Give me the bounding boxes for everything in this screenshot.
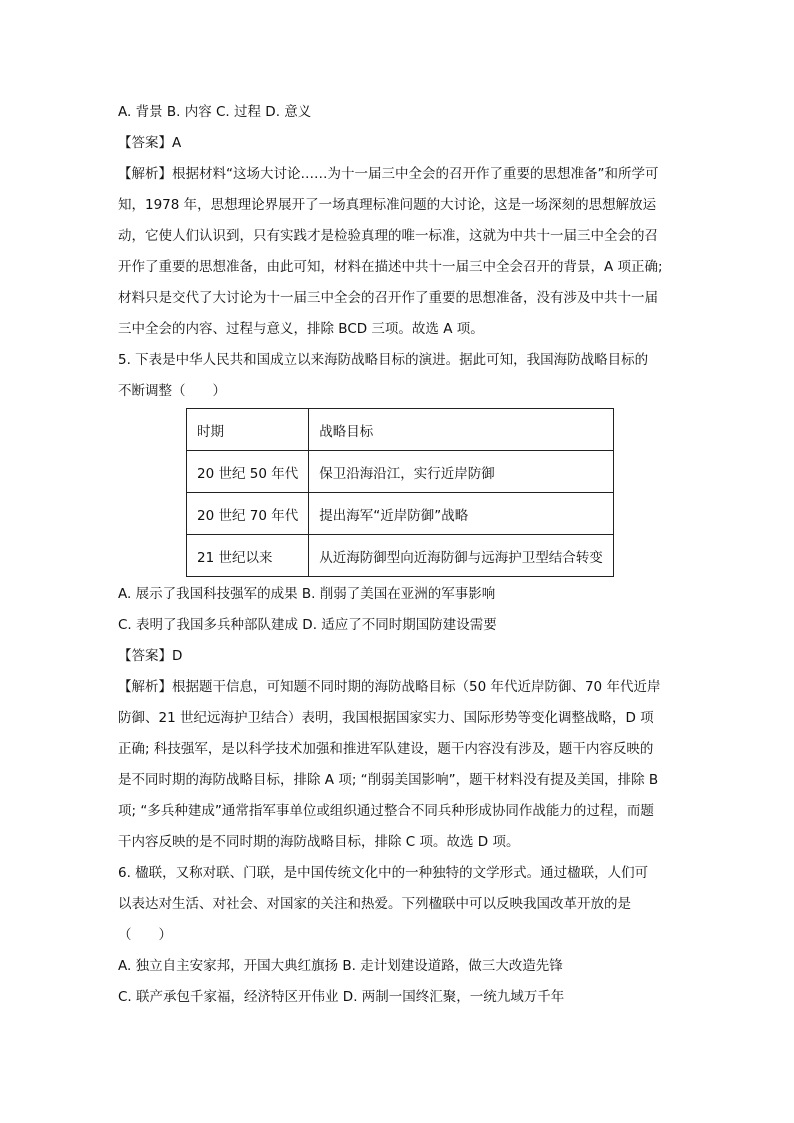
q4-analysis-line: 动，它使人们认识到，只有实践才是检验真理的唯一标准，这就为中共十一届三中全会的召	[118, 228, 658, 244]
table-header-row	[187, 409, 614, 451]
q6-option-line: A. 独立自主安家邦，开国大典红旗扬 B. 走计划建设道路，做三大改造先锋	[118, 958, 563, 974]
q5-analysis-line: 干内容反映的是不同时期的海防战略目标，排除 C 项。故选 D 项。	[118, 834, 520, 850]
table-cell: 提出海军“近岸防御”战略	[309, 493, 614, 535]
q6-stem-line: （ ）	[118, 927, 172, 943]
table-row	[187, 493, 614, 535]
q4-analysis-line: 三中全会的内容、过程与意义，排除 BCD 三项。故选 A 项。	[118, 321, 484, 337]
q5-analysis-line: 项; “多兵种建成”通常指军事单位或组织通过整合不同兵种形成协同作战能力的过程，而题	[118, 803, 654, 819]
q5-analysis-line: 【解析】根据题干信息，可知题不同时期的海防战略目标（50 年代近岸防御、70 年代近岸	[118, 679, 661, 695]
q5-analysis-line: 是不同时期的海防战略目标，排除 A 项; “削弱美国影响”，题干材料没有提及美国，排除 B	[118, 772, 659, 788]
q6-stem-line: 6. 楹联，又称对联、门联，是中国传统文化中的一种独特的文学形式。通过楹联，人们可	[118, 865, 649, 881]
table-row	[187, 535, 614, 577]
q5-analysis-line: 防御、21 世纪远海护卫结合）表明，我国根据国家实力、国际形势等变化调整战略，D 项	[118, 710, 654, 726]
table-cell: 20 世纪 50 年代	[187, 451, 309, 493]
q4-options: A. 背景 B. 内容 C. 过程 D. 意义	[118, 104, 312, 120]
q4-analysis-line: 【解析】根据材料“这场大讨论……为十一届三中全会的召开作了重要的思想准备”和所学可	[118, 166, 659, 182]
table-cell: 从近海防御型向近海防御与远海护卫型结合转变	[309, 535, 614, 577]
q4-analysis-line: 知，1978 年，思想理论界展开了一场真理标准问题的大讨论，这是一场深刻的思想解放运	[118, 197, 657, 213]
q5-option-line: C. 表明了我国多兵种部队建成 D. 适应了不同时期国防建设需要	[118, 617, 497, 633]
table-row	[187, 451, 614, 493]
q4-analysis-line: 开作了重要的思想准备，由此可知，材料在描述中共十一届三中全会召开的背景，A 项正确;	[118, 259, 663, 275]
q5-option-line: A. 展示了我国科技强军的成果 B. 削弱了美国在亚洲的军事影响	[118, 586, 496, 602]
table-header-cell: 时期	[187, 409, 309, 451]
table-cell: 20 世纪 70 年代	[187, 493, 309, 535]
q6-option-line: C. 联产承包千家福，经济特区开伟业 D. 两制一国终汇聚，一统九域万千年	[118, 989, 565, 1005]
q5-analysis-line: 正确; 科技强军，是以科学技术加强和推进军队建设，题干内容没有涉及，题干内容反映的	[118, 741, 654, 757]
q4-analysis-line: 材料只是交代了大讨论为十一届三中全会的召开作了重要的思想准备，没有涉及中共十一届	[118, 290, 658, 306]
table-cell: 保卫沿海沿江，实行近岸防御	[309, 451, 614, 493]
q5-answer: 【答案】D	[118, 648, 183, 664]
q4-answer: 【答案】A	[118, 135, 182, 151]
table-header-cell: 战略目标	[309, 409, 614, 451]
q5-stem-line: 不断调整（ ）	[118, 383, 226, 399]
q6-stem-line: 以表达对生活、对社会、对国家的关注和热爱。下列楹联中可以反映我国改革开放的是	[118, 896, 631, 912]
q5-stem-line: 5. 下表是中华人民共和国成立以来海防战略目标的演进。据此可知，我国海防战略目标的	[118, 352, 649, 368]
strategy-table	[186, 408, 614, 577]
table-cell: 21 世纪以来	[187, 535, 309, 577]
